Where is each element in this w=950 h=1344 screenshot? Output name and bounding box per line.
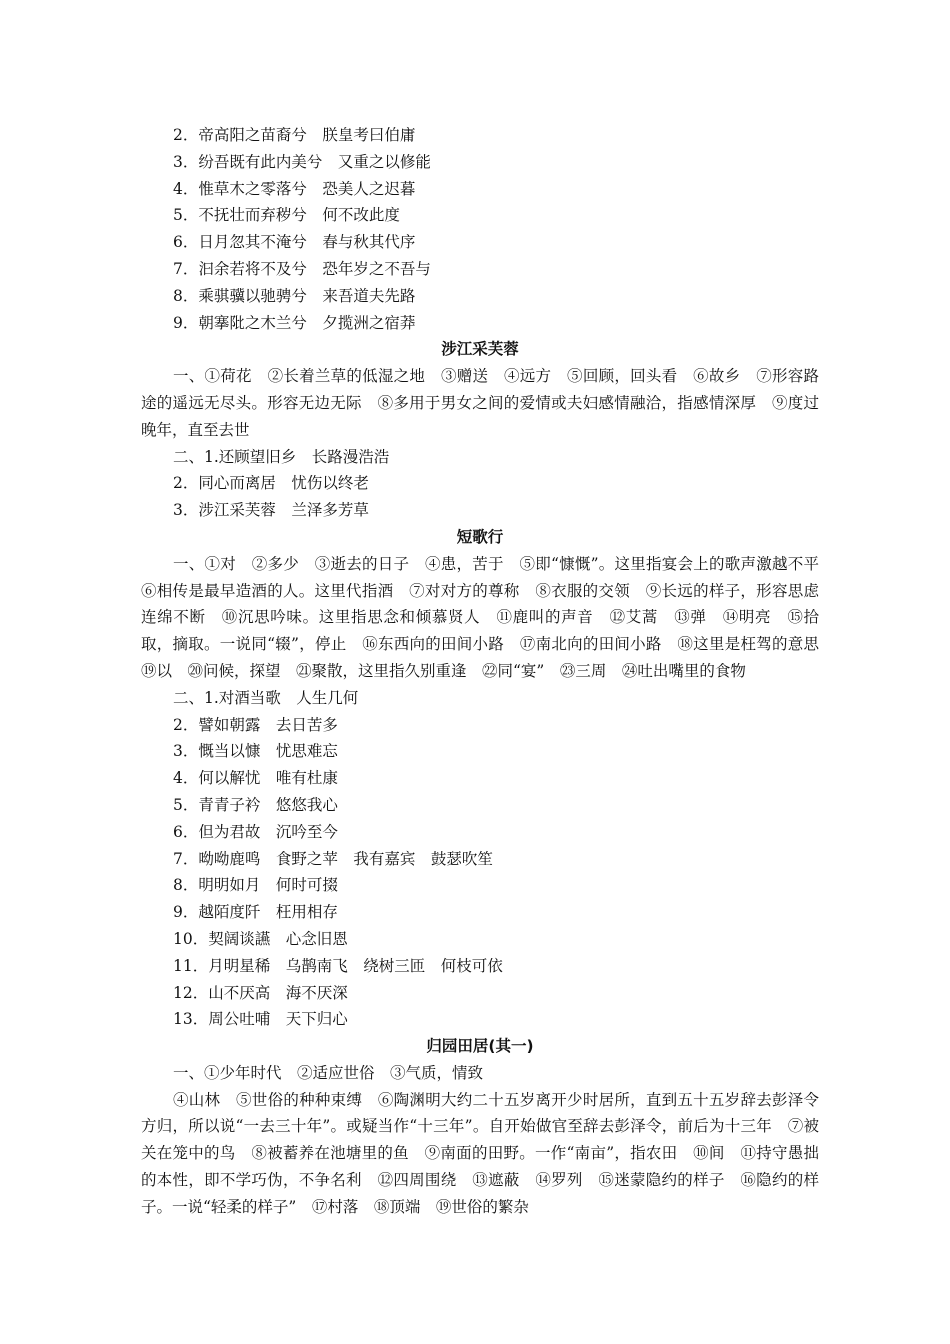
list-item: 二、1.还顾望旧乡 长路漫浩浩 [173,447,390,466]
list-item: 7．汩余若将不及兮 恐年岁之不吾与 [173,259,431,278]
list-item: 8．明明如月 何时可掇 [173,876,338,895]
list-item: 2．同心而离居 忧伤以终老 [173,474,369,493]
section-paragraph: 一、①荷花 ②长着兰草的低湿之地 ③赠送 ④远方 ⑤回顾，回头看 ⑥故乡 ⑦形容路途的遥远无尽头。形容无边无际 ⑧多用于男女之间的爱情或夫妇感情融洽，指感情深厚 ⑨度过晚年，直至去世 [141,367,819,439]
list-item: 2．帝高阳之苗裔兮 朕皇考曰伯庸 [173,126,416,144]
list-item: 一、①少年时代 ②适应世俗 ③气质，情致 [173,1063,484,1082]
section-title-shejiang: 涉江采芙蓉 [441,340,519,359]
document-body [141,122,835,1221]
section-title-duangexing: 短歌行 [456,527,504,546]
section-paragraph: ④山林 ⑤世俗的种种束缚 ⑥陶渊明大约二十五岁离开少时居所，直到五十五岁辞去彭泽令方归，所以说“一去三十年”。或疑当作“十三年”。自开始做官至辞去彭泽令，前后为十三年 ⑦被关在笼中的鸟 ⑧被蓄养在池塘里的鱼 ⑨南面的田野。一作“南亩”，指农田 ⑩间 ⑪持守愚拙的本性，即不学巧伪，不争名利 ⑫四周围绕 ⑬遮蔽 ⑭罗列 ⑮迷蒙隐约的样子 ⑯隐约的样子。一说“轻柔的样子” ⑰村落 ⑱顶端 ⑲世俗的繁杂 [141,1090,819,1216]
list-item: 10．契阔谈讌 心念旧恩 [173,929,348,948]
list-item: 6．但为君故 沉吟至今 [173,822,338,841]
list-item: 9．越陌度阡 枉用相存 [173,903,338,922]
list-item: 3．涉江采芙蓉 兰泽多芳草 [173,501,369,520]
list-item: 11．月明星稀 乌鹊南飞 绕树三匝 何枝可依 [173,956,503,975]
list-item: 二、1.对酒当歌 人生几何 [173,688,359,707]
list-item: 4．何以解忧 唯有杜康 [173,769,338,788]
list-item: 3．纷吾既有此内美兮 又重之以修能 [173,152,431,171]
list-item: 9．朝搴阰之木兰兮 夕揽洲之宿莽 [173,313,416,332]
list-item: 3．慨当以慷 忧思难忘 [173,742,338,761]
list-item: 7．呦呦鹿鸣 食野之苹 我有嘉宾 鼓瑟吹笙 [173,849,493,868]
list-item: 5．青青子衿 悠悠我心 [173,795,338,814]
section-paragraph: 一、①对 ②多少 ③逝去的日子 ④患，苦于 ⑤即“慷慨”。这里指宴会上的歌声激越不平 ⑥相传是最早造酒的人。这里代指酒 ⑦对对方的尊称 ⑧衣服的交领 ⑨长远的样子，形容思虑连绵不断 ⑩沉思吟味。这里指思念和倾慕贤人 ⑪鹿叫的声音 ⑫艾蒿 ⑬弹 ⑭明亮 ⑮拾取，摘取。一说同“辍”，停止 ⑯东西向的田间小路 ⑰南北向的田间小路 ⑱这里是枉驾的意思 ⑲以 ⑳问候，探望 ㉑聚散，这里指久别重逢 ㉒同“宴” ㉓三周 ㉔吐出嘴里的食物 [141,554,835,680]
list-item: 12．山不厌高 海不厌深 [173,983,348,1002]
list-item: 13．周公吐哺 天下归心 [173,1010,348,1029]
list-item: 8．乘骐骥以驰骋兮 来吾道夫先路 [173,286,416,305]
list-item: 4．惟草木之零落兮 恐美人之迟暮 [173,179,416,198]
section-title-guiyuantianju: 归园田居(其一) [426,1037,534,1056]
list-item: 2．譬如朝露 去日苦多 [173,715,338,734]
list-item: 6．日月忽其不淹兮 春与秋其代序 [173,233,416,252]
list-item: 5．不抚壮而弃秽兮 何不改此度 [173,206,400,225]
